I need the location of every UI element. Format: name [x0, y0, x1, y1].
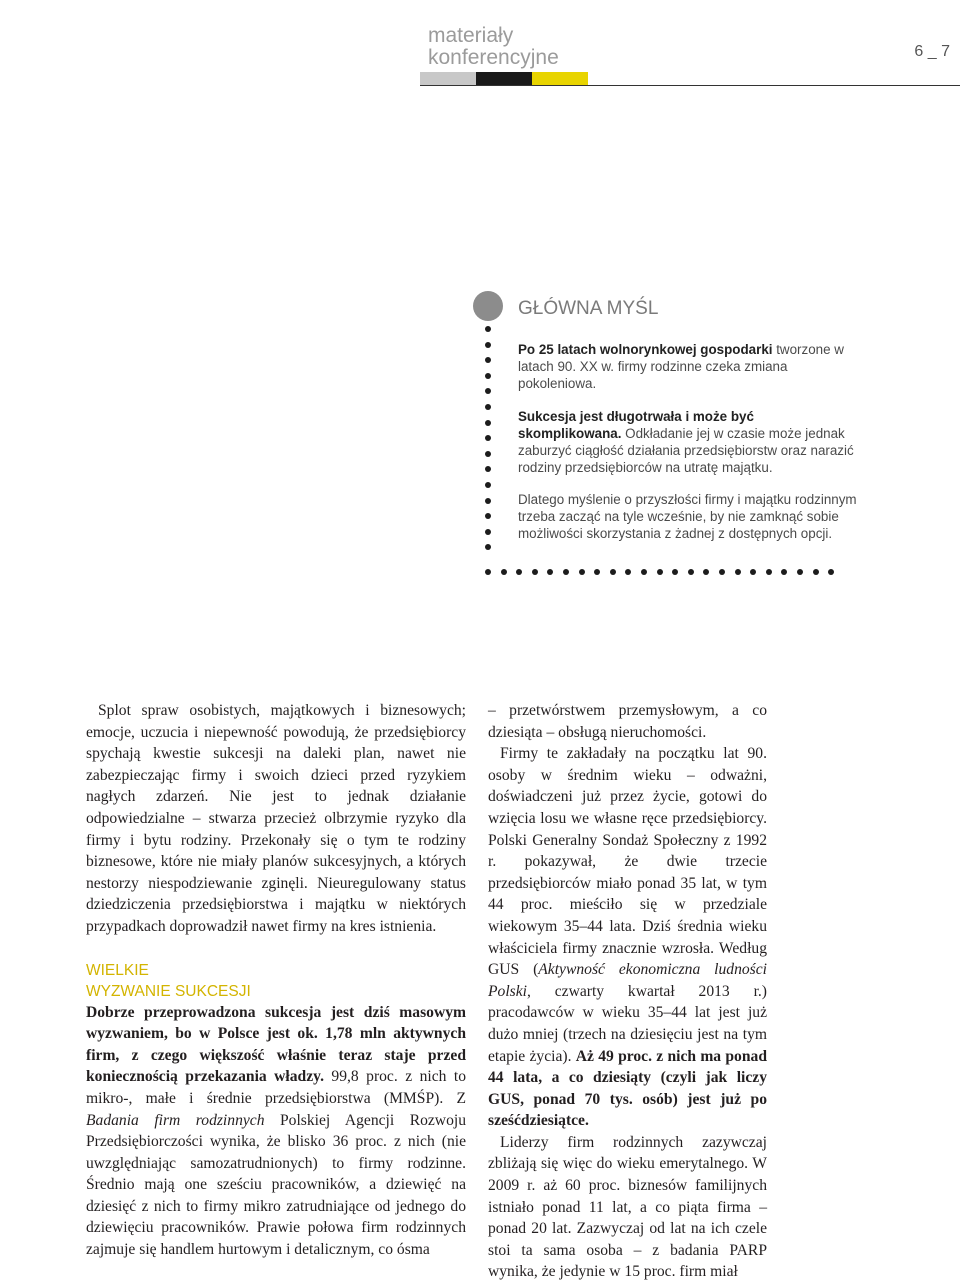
dot	[485, 357, 491, 363]
dot	[501, 569, 507, 575]
dot	[516, 569, 522, 575]
dot	[485, 482, 491, 488]
dot	[485, 569, 491, 575]
dot	[485, 420, 491, 426]
left-column	[86, 700, 466, 1261]
p1-bold: Po 25 latach wolnorynkowej gospodarki	[518, 342, 773, 357]
dot	[485, 466, 491, 472]
title-line-2: konferencyjne	[428, 46, 559, 69]
right-p2-italic-title: Aktywność ekonomiczna ludności Polski	[488, 961, 767, 1000]
right-paragraph-2	[488, 743, 767, 1132]
dot	[485, 513, 491, 519]
right-paragraph-3: Liderzy firm rodzinnych zazywczaj zbliżają się więc do wieku emerytalnego. W 2009 r. aż 60 proc. biznesów familijnych istniało ponad 11 lat, a co piąta firma – ponad 20 lat. Zazwyczaj od lat na ich czele stoi ta sama osoba – z badania PARP wynika, że jedynie w 15 proc. firm miał	[488, 1133, 767, 1281]
section-italic-title: Badania firm rodzinnych	[86, 1111, 265, 1129]
section-bold-lead: Dobrze przeprowadzona sukcesja jest dziś masowym wyzwaniem, bo w Polsce jest ok. 1,78 mln aktywnych firm, z czego większość właśnie teraz staje przed koniecznością przekazania władzy.	[86, 1003, 466, 1086]
dot	[485, 326, 491, 332]
dot	[813, 569, 819, 575]
dot	[625, 569, 631, 575]
dot	[735, 569, 741, 575]
dot	[641, 569, 647, 575]
publication-title	[428, 25, 559, 69]
title-line-1: materiały	[428, 24, 514, 47]
intro-paragraph: Splot spraw osobistych, majątkowych i biznesowych; emocje, uczucia i niepewność powodują, że przedsiębiorcy spychają kwestie sukcesji na daleki plan, nawet nie zabezpieczając firmy i swoich dzieci przed ryzykiem nagłych zdarzeń. Nie jest to jednak działanie odpowiedzialne – stwarza przecież olbrzymie ryzyko dla firmy i bytu rodziny. Przekonały się o tym te rodziny biznesowe, które nie miały planów sukcesyjnych, a których nestorzy niespodziewanie zginęli. Nieuregulowany status dziedziczenia przedsiębiorstwa i majątku w niektórych przypadkach doprowadził nawet firmy na kres istnienia.	[86, 702, 466, 935]
main-thought-circle-icon	[473, 291, 503, 321]
dot	[657, 569, 663, 575]
dot	[485, 435, 491, 441]
section-text-1: 99,8 proc. z nich to mikro-, małe i średnie przedsiębiorstwa (MMŚP). Z	[86, 1068, 466, 1107]
dot	[532, 569, 538, 575]
right-column	[488, 700, 767, 1283]
dot	[485, 373, 491, 379]
dot	[485, 388, 491, 394]
section-heading	[86, 960, 466, 1002]
right-p2-bold: Aż 49 proc. z nich ma ponad 44 lata, a co dziesiąty (czyli jak liczy GUS, ponad 70 tys. osób) jest już po sześćdziesiątce.	[488, 1047, 767, 1130]
section-heading-line-1: WIELKIE	[86, 961, 149, 979]
dot	[485, 544, 491, 550]
right-p2-text-2: , czwarty kwartał 2013 r.) pracodawców w wieku 35–44 lat jest już dużo mniej (trzech na dziesięciu jest na tym etapie życia).	[488, 982, 767, 1065]
dot	[781, 569, 787, 575]
p1-text: tworzone w latach 90. XX w. firmy rodzinne czeka zmiana pokoleniowa.	[518, 342, 844, 391]
dot	[750, 569, 756, 575]
section-paragraph	[86, 1002, 466, 1261]
rule-block-yellow	[532, 72, 588, 86]
dot	[485, 404, 491, 410]
dot	[563, 569, 569, 575]
right-p2-text-1: Firmy te zakładały na początku lat 90. osoby w średnim wieku – odważni, doświadczeni już przez życie, gotowi do wzięcia losu we własne ręce przedsiębiorcy. Polski Generalny Sondaż Społeczny z 1992 r. pokazywał, że dwie trzecie przedsiębiorców miało ponad 35 lat, w tym 44 proc. mieściło się w przedziale wiekowym 35–44 lata. Dziś średnia wieku właściciela firmy znacznie wzrosła. Według GUS (	[488, 745, 767, 979]
right-paragraph-1: – przetwórstwem przemysłowym, a co dziesiąta – obsługą nieruchomości.	[488, 702, 767, 741]
dot	[594, 569, 600, 575]
p2-text: Odkładanie jej w czasie może jednak zaburzyć ciągłość działania przedsiębiorstw oraz narazić rodziny przedsiębiorców na utratę majątku.	[518, 426, 854, 475]
dot	[672, 569, 678, 575]
dot	[579, 569, 585, 575]
p2-bold: Sukcesja jest długotrwała i może być skomplikowana.	[518, 409, 754, 441]
rule-line	[420, 85, 960, 86]
dot	[485, 451, 491, 457]
page-number: 6 _ 7	[914, 43, 950, 60]
dot	[485, 529, 491, 535]
main-thought-paragraph-1	[518, 341, 858, 392]
dot	[828, 569, 834, 575]
dot	[797, 569, 803, 575]
dot	[547, 569, 553, 575]
rule-block-gray	[420, 72, 476, 86]
dot	[766, 569, 772, 575]
dot	[703, 569, 709, 575]
main-thought-heading: GŁÓWNA MYŚL	[518, 298, 659, 319]
dot	[485, 498, 491, 504]
header-rule	[420, 72, 960, 86]
rule-block-black	[476, 72, 532, 86]
main-thought-paragraph-2	[518, 408, 858, 476]
dot	[485, 342, 491, 348]
dot	[719, 569, 725, 575]
main-thought-paragraph-3: Dlatego myślenie o przyszłości firmy i majątku rodzinnym trzeba zacząć na tyle wcześnie, by nie zamknąć sobie możliwości skorzystania z żadnej z dostępnych opcji.	[518, 492, 857, 541]
section-heading-line-2: WYZWANIE SUKCESJI	[86, 982, 251, 1000]
section-text-2: Polskiej Agencji Rozwoju Przedsiębiorczości wynika, że blisko 36 proc. z nich (nie uwzględniając samozatrudnionych) to firmy rodzinne. Średnio mają one sześciu pracowników, a dziewięć na dziesięć z nich to firmy mikro zatrudniające od jednego do dziewięciu pracowników. Prawie połowa firm rodzinnych zajmuje się handlem hurtowym i detalicznym, co ósma	[86, 1111, 466, 1259]
dot	[688, 569, 694, 575]
dot	[610, 569, 616, 575]
